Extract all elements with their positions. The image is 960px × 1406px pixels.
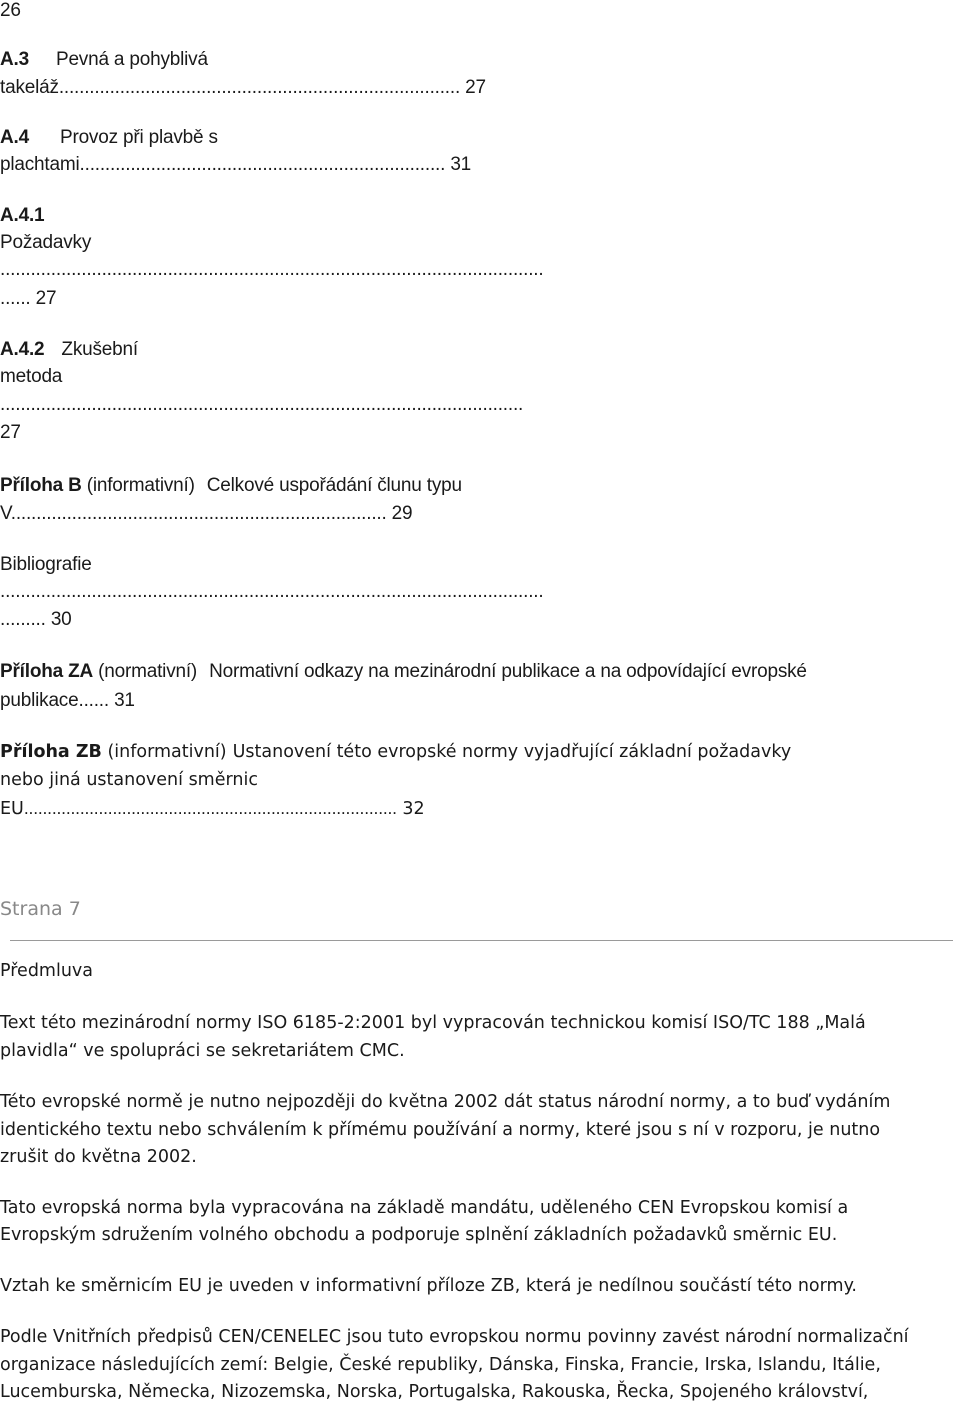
toc-entry-a3-cont[interactable] (0, 77, 486, 99)
toc-a42-title: Zkušební (61, 339, 138, 360)
toc-entry-annex-zb-cont[interactable] (0, 797, 425, 820)
toc-b-label: Příloha B (0, 475, 82, 496)
toc-zb-title-cont2: EU (0, 799, 24, 819)
paragraph-4-line-1: Vztah ke směrnicím EU je uveden v informativní příloze ZB, která je nedílnou součástí této normy. (0, 1276, 857, 1296)
toc-b-page: 29 (391, 503, 413, 524)
toc-a3-page: 27 (465, 77, 486, 98)
toc-bib-dots-line: ........................................................................................................... (0, 581, 544, 602)
toc-bibliography-title[interactable]: Bibliografie (0, 554, 92, 575)
toc-b-title: Celkové uspořádání člunu typu (206, 475, 462, 496)
toc-entry-annex-za[interactable] (0, 661, 807, 683)
toc-a4-title: Provoz při plavbě s (59, 127, 218, 148)
toc-a42-dots-line: ....................................................................................................... (0, 394, 524, 415)
toc-a4-number: A.4 (0, 127, 29, 148)
paragraph-5-line-3: Lucemburska, Německa, Nizozemska, Norska, Portugalska, Rakouska, Řecka, Spojeného království, (0, 1382, 869, 1402)
paragraph-2-line-3: zrušit do května 2002. (0, 1147, 197, 1167)
toc-entry-a4[interactable] (0, 127, 218, 149)
toc-a3-dots: ............................................................................... (58, 77, 461, 98)
toc-a41-page: 27 (35, 288, 57, 309)
toc-a41-title: Požadavky (0, 232, 92, 253)
toc-entry-annex-zb[interactable] (0, 741, 791, 763)
toc-zb-label: Příloha ZB (0, 742, 102, 762)
toc-a41-dots: ...... (0, 288, 31, 309)
toc-entry-a41[interactable] (0, 205, 44, 227)
toc-entry-bib-cont[interactable] (0, 609, 72, 631)
toc-a41-number: A.4.1 (0, 205, 45, 226)
toc-entry-a4-cont[interactable] (0, 154, 471, 176)
toc-entry-a41-cont[interactable] (0, 288, 56, 310)
toc-a4-page: 31 (450, 154, 472, 175)
toc-zb-dots: ................................................................................ (23, 798, 397, 818)
paragraph-5-line-1: Podle Vnitřních předpisů CEN/CENELEC jsou tuto evropskou normu povinny zavést národní normalizační (0, 1327, 909, 1347)
toc-entry-a3[interactable] (0, 49, 208, 71)
toc-a4-title-cont: plachtami (0, 154, 80, 175)
toc-zb-kind: (informativní) (107, 742, 227, 762)
toc-entry-a42[interactable] (0, 339, 138, 361)
toc-zb-page: 32 (402, 799, 425, 819)
paragraph-2-line-1: Této evropské normě je nutno nejpozději do května 2002 dát status národní normy, a to buď vydáním (0, 1092, 891, 1112)
toc-entry-annex-b[interactable] (0, 475, 462, 497)
paragraph-1-line-2: plavidla“ ve spolupráci se sekretariátem CMC. (0, 1041, 405, 1061)
toc-b-dots: .......................................................................... (10, 503, 387, 524)
toc-a42-number: A.4.2 (0, 339, 45, 360)
toc-zb-title: Ustanovení této evropské normy vyjadřující základní požadavky (232, 742, 792, 762)
toc-a3-title: Pevná a pohyblivá (55, 49, 208, 70)
toc-a42-page: 27 (0, 422, 21, 443)
page-number: 26 (0, 0, 21, 21)
toc-a41-dots-line: ........................................................................................................... (0, 259, 544, 280)
toc-za-title: Normativní odkazy na mezinárodní publikace a na odpovídající evropské (209, 661, 807, 682)
toc-entry-annex-b-cont[interactable] (0, 503, 412, 525)
paragraph-3-line-2: Evropským sdružením volného obchodu a podporuje splnění základních požadavků směrnic EU. (0, 1225, 838, 1245)
paragraph-2-line-2: identického textu nebo schválením k přímému používání a normy, které jsou s ní v rozporu, je nutno (0, 1120, 881, 1140)
paragraph-1-line-1: Text této mezinárodní normy ISO 6185-2:2001 byl vypracován technickou komisí ISO/TC 188 „Malá (0, 1013, 866, 1033)
toc-za-dots: ...... (78, 690, 109, 711)
toc-entry-annex-za-cont[interactable] (0, 690, 135, 712)
toc-a4-dots: ........................................................................ (79, 154, 446, 175)
toc-bib-page: 30 (50, 609, 72, 630)
toc-bib-dots: ......... (0, 609, 46, 630)
paragraph-5-line-2: organizace následujících zemí: Belgie, České republiky, Dánska, Finska, Francie, Irska, Islandu, Itálie, (0, 1355, 881, 1375)
divider (10, 940, 953, 941)
toc-za-label: Příloha ZA (0, 661, 94, 682)
toc-b-kind: (informativní) (86, 475, 195, 496)
toc-a3-number: A.3 (0, 49, 29, 70)
toc-a42-title-cont: metoda (0, 366, 63, 387)
paragraph-3-line-1: Tato evropská norma byla vypracována na základě mandátu, uděleného CEN Evropskou komisí a (0, 1198, 849, 1218)
toc-za-page: 31 (114, 690, 135, 711)
page-marker: Strana 7 (0, 898, 81, 920)
toc-za-title-cont: publikace (0, 690, 79, 711)
toc-a3-title-cont: takeláž (0, 77, 59, 98)
toc-za-kind: (normativní) (98, 661, 198, 682)
toc-zb-title-cont: nebo jiná ustanovení směrnic (0, 770, 258, 790)
foreword-heading: Předmluva (0, 961, 94, 981)
toc-b-title-cont: V (0, 503, 11, 524)
